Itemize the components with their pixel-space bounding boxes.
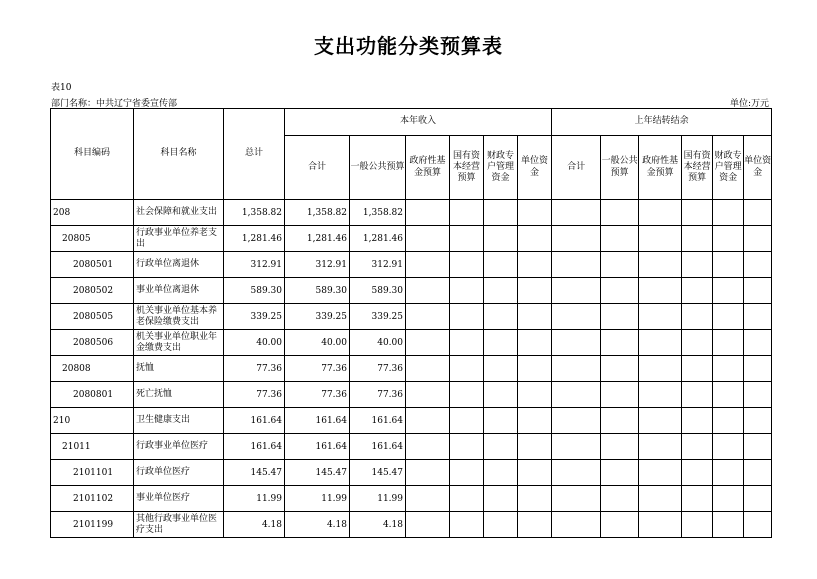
empty-cell [601,434,639,460]
row-total: 77.36 [224,356,285,382]
row-current-sum: 1,358.82 [285,200,350,226]
row-current-general: 339.25 [350,304,406,330]
empty-cell [601,460,639,486]
empty-cell [450,512,484,538]
empty-cell [639,512,682,538]
empty-cell [484,512,518,538]
row-code: 210 [51,408,134,434]
empty-cell [450,252,484,278]
empty-cell [601,226,639,252]
empty-cell [639,382,682,408]
empty-cell [450,200,484,226]
empty-cell [682,460,713,486]
row-code: 2080505 [51,304,134,330]
table-row [51,226,772,252]
table-row [51,486,772,512]
empty-cell [601,252,639,278]
empty-cell [713,252,744,278]
row-name: 机关事业单位职业年金缴费支出 [134,330,224,356]
empty-cell [682,434,713,460]
budget-table [50,108,772,538]
empty-cell [552,356,601,382]
row-total: 161.64 [224,434,285,460]
row-name: 抚恤 [134,356,224,382]
empty-cell [552,330,601,356]
table-row [51,304,772,330]
empty-cell [484,304,518,330]
table-row [51,460,772,486]
empty-cell [484,278,518,304]
row-current-general: 11.99 [350,486,406,512]
header-code: 科目编码 [51,109,134,200]
empty-cell [518,226,552,252]
row-total: 11.99 [224,486,285,512]
unit-label: 单位:万元 [729,99,769,109]
empty-cell [744,278,772,304]
row-total: 312.91 [224,252,285,278]
empty-cell [744,330,772,356]
empty-cell [713,434,744,460]
empty-cell [484,486,518,512]
empty-cell [601,200,639,226]
empty-cell [518,486,552,512]
row-current-sum: 11.99 [285,486,350,512]
empty-cell [552,434,601,460]
empty-cell [639,408,682,434]
empty-cell [639,278,682,304]
empty-cell [518,382,552,408]
empty-cell [450,304,484,330]
row-code: 21011 [51,434,134,460]
empty-cell [713,512,744,538]
empty-cell [713,278,744,304]
empty-cell [552,408,601,434]
empty-cell [552,460,601,486]
header-current-fund: 政府性基金预算 [406,136,450,200]
empty-cell [639,304,682,330]
empty-cell [713,356,744,382]
empty-cell [450,382,484,408]
header-prior-fund: 政府性基金预算 [639,136,682,200]
empty-cell [406,356,450,382]
empty-cell [682,278,713,304]
row-current-general: 1,358.82 [350,200,406,226]
empty-cell [406,382,450,408]
header-current-general: 一般公共预算 [350,136,406,200]
row-current-general: 40.00 [350,330,406,356]
empty-cell [682,382,713,408]
header-prior-state-capital: 国有资本经营预算 [682,136,713,200]
empty-cell [639,486,682,512]
empty-cell [639,356,682,382]
empty-cell [406,408,450,434]
row-code: 20805 [51,226,134,252]
row-current-sum: 77.36 [285,356,350,382]
empty-cell [484,434,518,460]
empty-cell [744,226,772,252]
empty-cell [552,382,601,408]
empty-cell [484,252,518,278]
header-prior-year-carryover: 上年结转结余 [552,109,772,136]
row-total: 40.00 [224,330,285,356]
empty-cell [518,278,552,304]
row-current-sum: 1,281.46 [285,226,350,252]
empty-cell [744,252,772,278]
row-name: 行政事业单位养老支出 [134,226,224,252]
header-prior-unit-funds: 单位资金 [744,136,772,200]
header-prior-sum: 合计 [552,136,601,200]
empty-cell [682,252,713,278]
empty-cell [406,330,450,356]
empty-cell [713,382,744,408]
row-code: 2080801 [51,382,134,408]
empty-cell [406,252,450,278]
empty-cell [406,460,450,486]
empty-cell [552,200,601,226]
row-code: 208 [51,200,134,226]
empty-cell [450,434,484,460]
row-current-sum: 589.30 [285,278,350,304]
empty-cell [518,304,552,330]
empty-cell [744,486,772,512]
row-current-sum: 161.64 [285,408,350,434]
row-current-sum: 77.36 [285,382,350,408]
row-current-general: 77.36 [350,382,406,408]
empty-cell [713,200,744,226]
row-name: 机关事业单位基本养老保险缴费支出 [134,304,224,330]
empty-cell [450,460,484,486]
empty-cell [601,356,639,382]
empty-cell [682,200,713,226]
table-row [51,330,772,356]
empty-cell [682,304,713,330]
empty-cell [744,200,772,226]
empty-cell [450,278,484,304]
header-current-year-income: 本年收入 [285,109,552,136]
empty-cell [484,330,518,356]
row-current-general: 77.36 [350,356,406,382]
header-prior-general: 一般公共预算 [601,136,639,200]
row-name: 事业单位医疗 [134,486,224,512]
empty-cell [518,434,552,460]
empty-cell [406,304,450,330]
empty-cell [744,382,772,408]
row-current-sum: 339.25 [285,304,350,330]
empty-cell [406,278,450,304]
row-code: 2080501 [51,252,134,278]
empty-cell [713,460,744,486]
table-row [51,252,772,278]
empty-cell [713,486,744,512]
empty-cell [518,330,552,356]
empty-cell [450,226,484,252]
row-name: 卫生健康支出 [134,408,224,434]
row-current-sum: 145.47 [285,460,350,486]
row-total: 1,281.46 [224,226,285,252]
empty-cell [639,434,682,460]
empty-cell [518,252,552,278]
empty-cell [601,486,639,512]
row-code: 2101101 [51,460,134,486]
empty-cell [484,460,518,486]
table-row [51,200,772,226]
row-total: 161.64 [224,408,285,434]
empty-cell [406,200,450,226]
row-name: 事业单位离退休 [134,278,224,304]
empty-cell [552,486,601,512]
row-code: 2101102 [51,486,134,512]
header-current-state-capital: 国有资本经营预算 [450,136,484,200]
empty-cell [744,434,772,460]
row-current-general: 4.18 [350,512,406,538]
row-current-general: 589.30 [350,278,406,304]
row-code: 2080506 [51,330,134,356]
row-total: 4.18 [224,512,285,538]
empty-cell [484,382,518,408]
empty-cell [682,226,713,252]
row-code: 2101199 [51,512,134,538]
empty-cell [744,304,772,330]
empty-cell [601,304,639,330]
row-name: 社会保障和就业支出 [134,200,224,226]
row-current-general: 312.91 [350,252,406,278]
row-current-sum: 4.18 [285,512,350,538]
empty-cell [552,226,601,252]
row-current-sum: 40.00 [285,330,350,356]
department-name: 部门名称：中共辽宁省委宣传部 [51,99,178,109]
row-current-general: 1,281.46 [350,226,406,252]
empty-cell [518,356,552,382]
empty-cell [406,512,450,538]
empty-cell [744,408,772,434]
header-prior-special-account: 财政专户管理资金 [713,136,744,200]
empty-cell [713,304,744,330]
empty-cell [682,512,713,538]
table-row [51,434,772,460]
row-name: 行政事业单位医疗 [134,434,224,460]
row-name: 死亡抚恤 [134,382,224,408]
row-current-sum: 161.64 [285,434,350,460]
empty-cell [484,356,518,382]
empty-cell [639,460,682,486]
empty-cell [484,200,518,226]
header-current-unit-funds: 单位资金 [518,136,552,200]
table-row [51,356,772,382]
empty-cell [484,408,518,434]
header-name: 科目名称 [134,109,224,200]
table-row [51,512,772,538]
empty-cell [406,434,450,460]
row-total: 339.25 [224,304,285,330]
table-row [51,408,772,434]
empty-cell [601,278,639,304]
empty-cell [682,330,713,356]
row-code: 2080502 [51,278,134,304]
table-number: 表10 [51,83,72,93]
empty-cell [639,252,682,278]
empty-cell [682,356,713,382]
row-total: 1,358.82 [224,200,285,226]
empty-cell [518,460,552,486]
empty-cell [601,382,639,408]
empty-cell [450,486,484,512]
empty-cell [450,408,484,434]
empty-cell [484,226,518,252]
row-current-sum: 312.91 [285,252,350,278]
empty-cell [406,226,450,252]
page-title: 支出功能分类预算表 [314,34,503,58]
empty-cell [406,486,450,512]
header-current-sum: 合计 [285,136,350,200]
row-name: 行政单位医疗 [134,460,224,486]
row-current-general: 145.47 [350,460,406,486]
empty-cell [744,356,772,382]
empty-cell [518,408,552,434]
empty-cell [744,512,772,538]
empty-cell [450,356,484,382]
empty-cell [682,486,713,512]
empty-cell [744,460,772,486]
table-row [51,382,772,408]
row-total: 145.47 [224,460,285,486]
row-total: 77.36 [224,382,285,408]
empty-cell [601,408,639,434]
empty-cell [713,330,744,356]
empty-cell [713,408,744,434]
empty-cell [552,512,601,538]
row-name: 其他行政事业单位医疗支出 [134,512,224,538]
header-total: 总计 [224,109,285,200]
empty-cell [552,252,601,278]
empty-cell [450,330,484,356]
row-current-general: 161.64 [350,434,406,460]
empty-cell [518,512,552,538]
header-current-special-account: 财政专户管理资金 [484,136,518,200]
empty-cell [682,408,713,434]
empty-cell [518,200,552,226]
empty-cell [639,330,682,356]
empty-cell [601,330,639,356]
row-code: 20808 [51,356,134,382]
empty-cell [552,304,601,330]
empty-cell [713,226,744,252]
empty-cell [552,278,601,304]
empty-cell [639,200,682,226]
table-row [51,278,772,304]
row-current-general: 161.64 [350,408,406,434]
empty-cell [639,226,682,252]
row-name: 行政单位离退休 [134,252,224,278]
empty-cell [601,512,639,538]
row-total: 589.30 [224,278,285,304]
